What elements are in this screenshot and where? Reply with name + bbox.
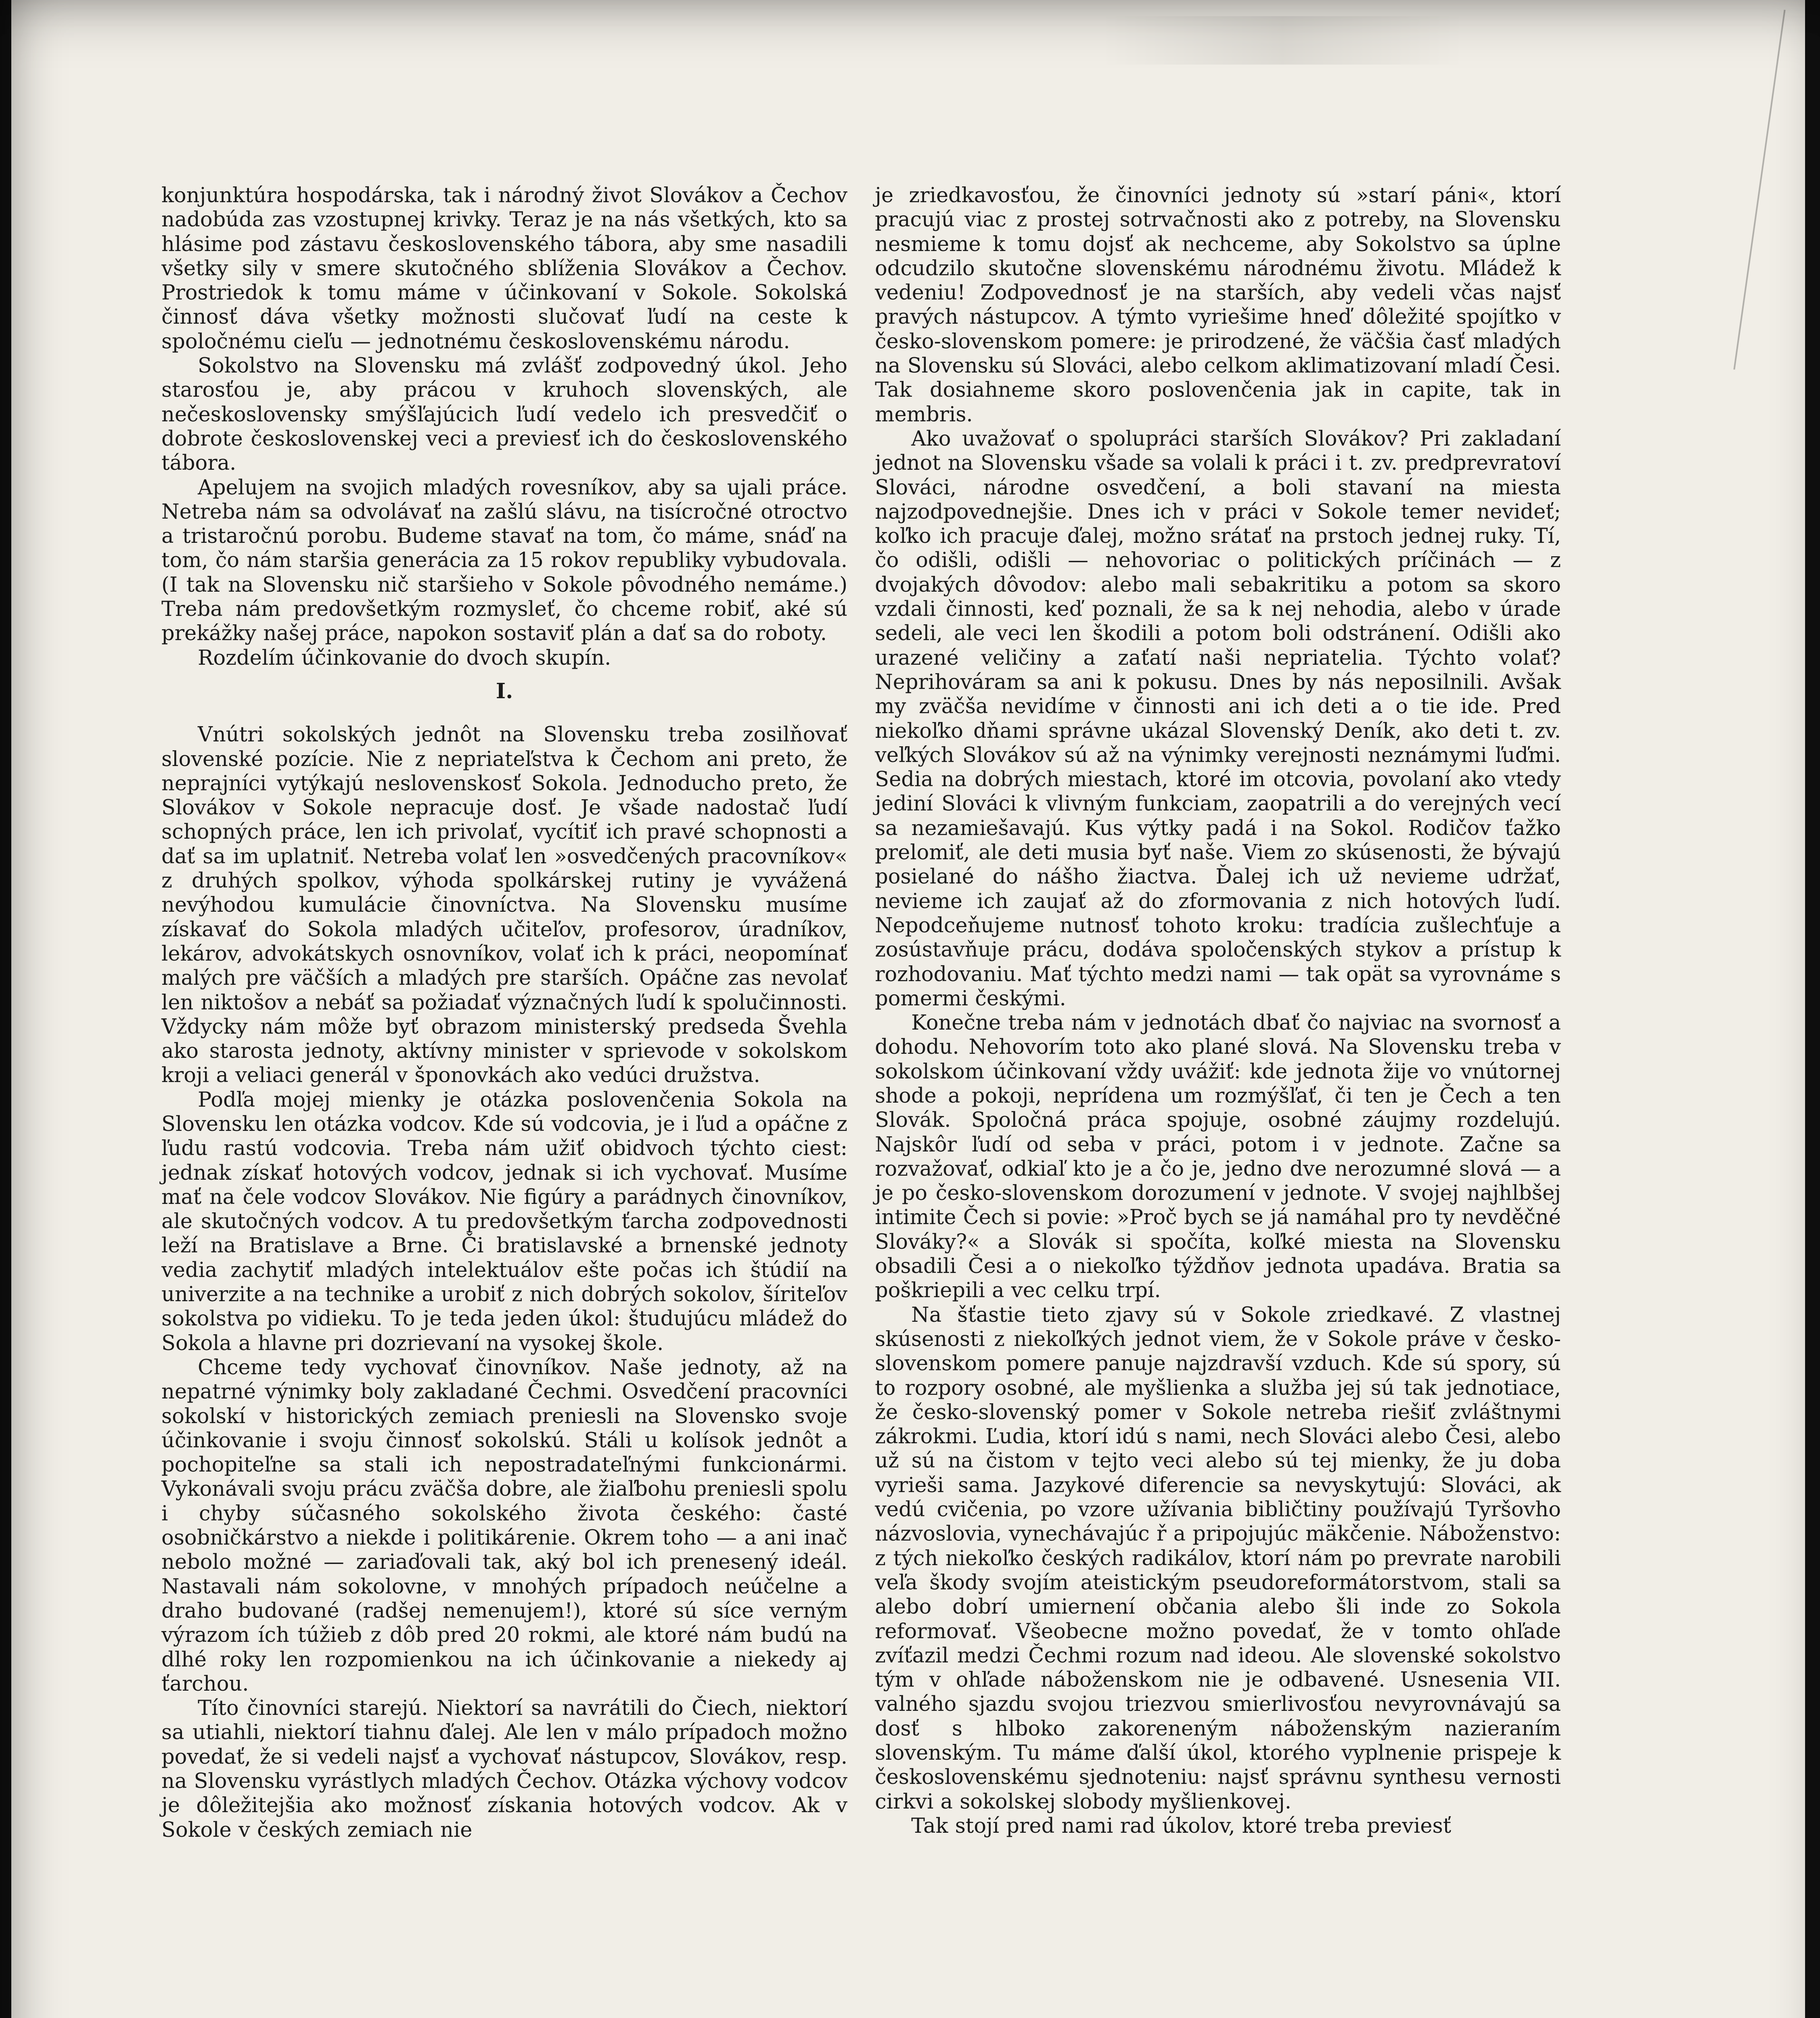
- left-paragraph: Chceme tedy vychovať činovníkov. Naše jednoty, až na nepatrné výnimky boly zakladané Čechmi. Osvedčení pracovníci sokolskí v historických zemiach preniesli na Slovensko svoje účinkovanie i svoju činnosť sokolskú. Stáli u kolísok jednôt a pochopiteľne sa stali ich nepostradateľnými funkcionármi. Vykonávali svoju prácu zväčša dobre, ale žiaľbohu preniesli spolu i chyby súčasného sokolského života českého: časté osobničkárstvo a niekde i politikárenie. Okrem toho — a ani inač nebolo možné — zariaďovali tak, aký bol ich prenesený ideál. Nastavali nám sokolovne, v mnohých prípadoch neúčelne a draho budované (radšej nemenujem!), ktoré sú síce verným výrazom ích túžieb z dôb pred 20 rokmi, ale ktoré nám budú na dlhé roky len rozpomienkou na ich účinkovanie a niekedy aj ťarchou.: [161, 1355, 847, 1696]
- scan-smudge: [1101, 16, 1464, 65]
- right-paragraph: je zriedkavosťou, že činovníci jednoty sú »starí páni«, ktorí pracujú viac z prostej sotrvačnosti ako z potreby, na Slovensku nesmieme k tomu dojsť ak nechceme, aby Sokolstvo sa úplne odcudzilo skutočne slovenskému národnému životu. Mládež k vedeniu! Zodpovednosť je na starších, aby vedeli včas najsť pravých nástupcov. A týmto vyriešime hneď dôležité spojítko v česko-slovenskom pomere: je prirodzené, že väčšia časť mladých na Slovensku sú Slováci, alebo celkom aklimatizovaní mladí Česi. Tak dosiahneme skoro poslovenčenia jak in capite, tak in membris.: [875, 184, 1561, 427]
- right-paragraph: Tak stojí pred nami rad úkolov, ktoré treba previesť: [911, 1814, 1452, 1838]
- right-paragraph: Konečne treba nám v jednotách dbať čo najviac na svornosť a dohodu. Nehovorím toto ako plané slová. Na Slovensku treba v sokolskom účinkovaní vždy uvážiť: kde jednota žije vo vnútornej shode a pokoji, neprídena um rozmýšľať, či ten je Čech a ten Slovák. Spoločná práca spojuje, osobné záujmy rozdelujú. Najskôr ľudí od seba v práci, potom i v jednote. Začne sa rozvažovať, odkiaľ kto je a čo je, jedno dve nerozumné slová — a je po česko-slovenskom dorozumení v jednote. V svojej najhlbšej intimite Čech si povie: »Proč bych se já namáhal pro ty nevděčné Slováky?« a Slovák si spočíta, koľké miesta na Slovensku obsadili Česi a o niekoľko týždňov jednota upadáva. Bratia sa poškriepili a vec celku trpí.: [875, 1011, 1561, 1303]
- document-page: [11, 0, 1805, 2018]
- left-paragraph: Títo činovníci starejú. Niektorí sa navrátili do Čiech, niektorí sa utiahli, niektorí tiahnu ďalej. Ale len v málo prípadoch možno povedať, že si vedeli najsť a vychovať nástupcov, Slovákov, resp. na Slovensku vyrástlych mladých Čechov. Otázka výchovy vodcov je dôležitejšia ako možnosť získania hotových vodcov. Ak v Sokole v českých zemiach nie: [161, 1696, 847, 1842]
- left-paragraph: Rozdelím účinkovanie do dvoch skupín.: [198, 646, 611, 670]
- right-text-column: [875, 184, 1561, 1838]
- right-paragraph: Ako uvažovať o spolupráci starších Slovákov? Pri zakladaní jednot na Slovensku všade sa volali k práci i t. zv. predprevratoví Slováci, národne osvedčení, a boli stavaní na miesta najzodpovednejšie. Dnes ich v práci v Sokole temer nevideť; koľko ich pracuje ďalej, možno srátať na prstoch jednej ruky. Tí, čo odišli, odišli — nehovoriac o politických príčinách — z dvojakých dôvodov: alebo mali sebakritiku a potom sa skoro vzdali činnosti, keď poznali, že sa k nej nehodia, alebo v úrade sedeli, ale veci len škodili a potom boli odstránení. Odišli ako urazené veličiny a zaťatí naši nepriatelia. Týchto volať? Neprihováram sa ani k pokusu. Dnes by nás neposilnili. Avšak my zväčša nevidíme v činnosti ani ich deti a o tie ide. Pred niekoľko dňami správne ukázal Slovenský Deník, ako deti t. zv. veľkých Slovákov sú až na výnimky verejnosti neznámymi ľuďmi. Sedia na dobrých miestach, ktoré im otcovia, povolaní ako vtedy jediní Slováci k vlivným funkciam, zaopatrili a do verejných vecí sa nezamiešavajú. Kus výtky padá i na Sokol. Rodičov ťažko prelomiť, ale deti musia byť naše. Viem zo skúsenosti, že bývajú posielané do nášho žiactva. Ďalej ich už nevieme udržať, nevieme ich zaujať až do zformovania z nich hotových ľudí. Nepodceňujeme nutnosť tohoto kroku: tradícia zušlechťuje a zosústavňuje prácu, dodáva spoločenských stykov a prístup k rozhodovaniu. Mať týchto medzi nami — tak opät sa vyrovnáme s pomermi českými.: [875, 427, 1561, 1011]
- left-paragraph: Sokolstvo na Slovensku má zvlášť zodpovedný úkol. Jeho starosťou je, aby prácou v kruhoch slovenských, ale nečeskoslovensky smýšľajúcich ľudí vedelo ich presvedčiť o dobrote československej veci a previesť ich do československého tábora.: [161, 354, 847, 475]
- left-paragraph: Vnútri sokolských jednôt na Slovensku treba zosilňovať slovenské pozície. Nie z nepriateľstva k Čechom ani preto, že neprajníci vytýkajú neslovenskosť Sokola. Jednoducho preto, že Slovákov v Sokole nepracuje dosť. Je všade nadostač ľudí schopných práce, len ich privolať, vycítiť ich pravé schopnosti a dať sa im uplatniť. Netreba volať len »osvedčených pracovníkov« z druhých spolkov, výhoda spolkárskej rutiny je vyvážená nevýhodou kumulácie činovníctva. Na Slovensku musíme získavať do Sokola mladých učiteľov, profesorov, úradníkov, lekárov, advokátskych osnovníkov, volať ich k práci, neopomínať malých pre väčších a mladých pre starších. Opáčne zas nevolať len niktošov a nebáť sa požiadať význačných ľudí k spolučinnosti. Vždycky nám môže byť obrazom ministerský predseda Švehla ako starosta jednoty, aktívny minister v sprievode v sokolskom kroji a veliaci generál v šponovkách ako vedúci družstva.: [161, 723, 847, 1088]
- left-text-column: [161, 184, 847, 1842]
- scan-hair: [1733, 10, 1785, 370]
- left-paragraph: Podľa mojej mienky je otázka poslovenčenia Sokola na Slovensku len otázka vodcov. Kde sú vodcovia, je i ľud a opáčne z ľudu rastú vodcovia. Treba nám užiť obidvoch týchto ciest: jednak získať hotových vodcov, jednak si ich vychovať. Musíme mať na čele vodcov Slovákov. Nie figúry a parádnych činovníkov, ale skutočných vodcov. A tu predovšetkým ťarcha zodpovednosti leží na Bratislave a Brne. Či bratislavské a brnenské jednoty vedia zachytiť mladých intelektuálov ešte počas ich štúdií na univerzite a na technike a urobiť z nich dobrých sokolov, šíriteľov sokolstva po vidieku. To je teda jeden úkol: študujúcu mládež do Sokola a hlavne pri dozrievaní na vysokej škole.: [161, 1088, 847, 1355]
- right-paragraph: Na šťastie tieto zjavy sú v Sokole zriedkavé. Z vlastnej skúsenosti z niekoľkých jednot viem, že v Sokole práve v česko-slovenskom pomere panuje najzdravší vzduch. Kde sú spory, sú to rozpory osobné, ale myšlienka a služba jej sú tak jednotiace, že česko-slovenský pomer v Sokole netreba riešiť zvláštnymi zákrokmi. Ľudia, ktorí idú s nami, nech Slováci alebo Česi, alebo už sú na čistom v tejto veci alebo sú tej mienky, že ju doba vyrieši sama. Jazykové diferencie sa nevyskytujú: Slováci, ak vedú cvičenia, po vzore užívania bibličtiny používajú Tyršovho názvoslovia, vynechávajúc ř a pripojujúc mäkčenie. Náboženstvo: z tých niekoľko českých radikálov, ktorí nám po prevrate narobili veľa škody svojím ateistickým pseudoreformátorstvom, stali sa alebo dobrí umiernení občania alebo šli inde zo Sokola reformovať. Všeobecne možno povedať, že v tomto ohľade zvíťazil medzi Čechmi rozum nad ideou. Ale slovenské sokolstvo tým v ohľade náboženskom nie je odbavené. Usnesenia VII. valného sjazdu svojou triezvou smierlivosťou nevyrovnávajú sa dosť s hlboko zakoreneným náboženským nazieraním slovenským. Tu máme ďalší úkol, ktorého vyplnenie prispeje k československému sjednoteniu: najsť správnu synthesu vernosti cirkvi a sokolskej slobody myšlienkovej.: [875, 1303, 1561, 1814]
- left-paragraph: konjunktúra hospodárska, tak i národný život Slovákov a Čechov nadobúda zas vzostupnej krivky. Teraz je na nás všetkých, kto sa hlásime pod zástavu československého tábora, aby sme nasadili všetky sily v smere skutočného sblíženia Slovákov a Čechov. Prostriedok k tomu máme v účinkovaní v Sokole. Sokolská činnosť dáva všetky možnosti slučovať ľudí na ceste k spoločnému cieľu — jednotnému československému národu.: [161, 184, 847, 354]
- left-paragraph: Apelujem na svojich mladých rovesníkov, aby sa ujali práce. Netreba nám sa odvolávať na zašlú slávu, na tisícročné otroctvo a tristaročnú porobu. Budeme stavať na tom, čo máme, snáď na tom, čo nám staršia generácia za 15 rokov republiky vybudovala. (I tak na Slovensku nič staršieho v Sokole pôvodného nemáme.) Treba nám predovšetkým rozmysleť, čo chceme robiť, aké sú prekážky našej práce, napokon sostaviť plán a dať sa do roboty.: [161, 475, 847, 646]
- section-heading: I.: [496, 678, 513, 703]
